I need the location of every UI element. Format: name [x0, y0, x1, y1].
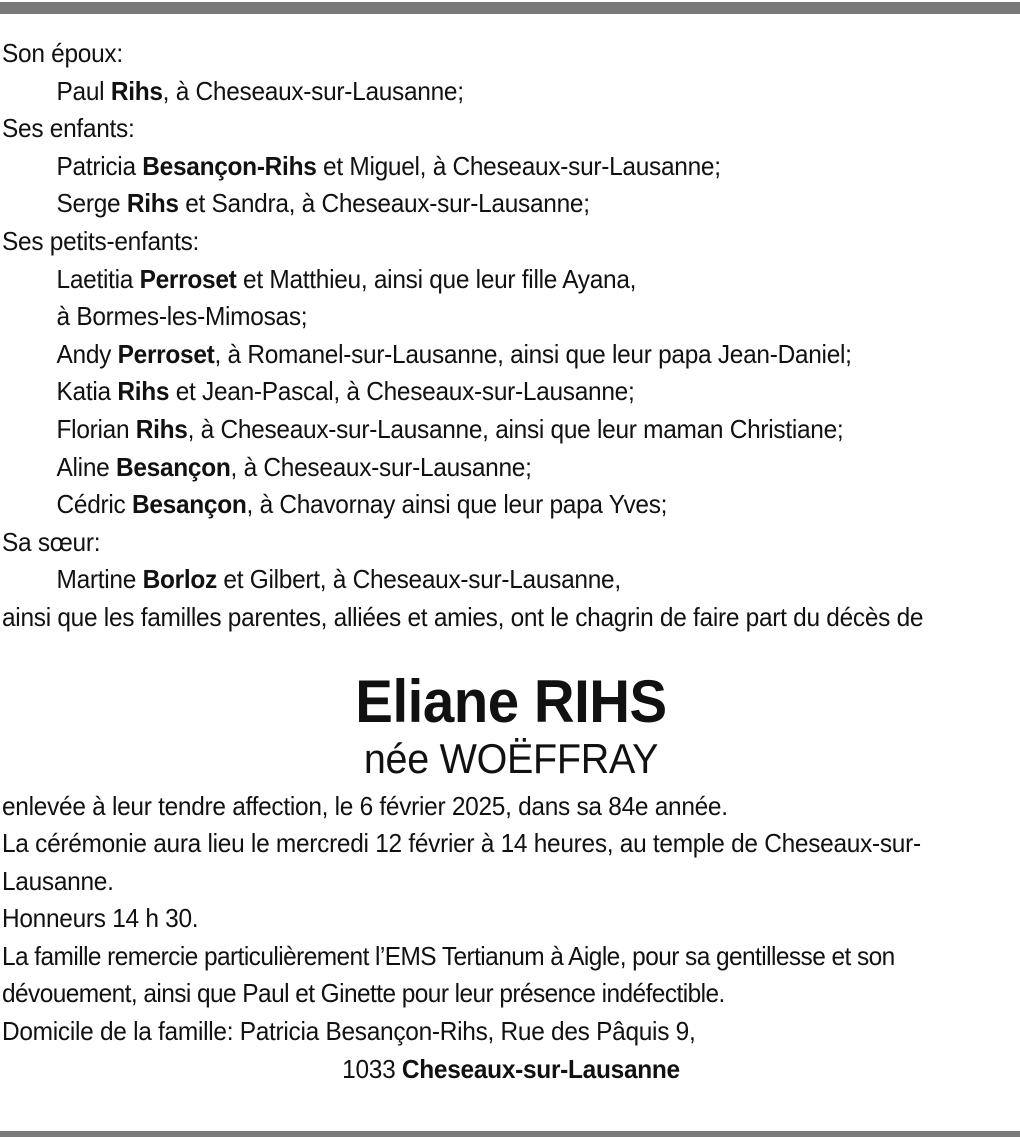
first-name: Serge	[56, 188, 121, 219]
family-member-line	[2, 336, 1020, 374]
surname: Besançon-Rihs	[142, 150, 317, 181]
sister-heading: Sa sœur:	[2, 526, 101, 557]
first-name: Cédric	[56, 489, 126, 520]
surname: Perroset	[117, 338, 215, 369]
family-member-line	[2, 486, 1020, 524]
family-member-line	[2, 449, 1020, 487]
surname: Borloz	[142, 564, 217, 595]
ceremony-text: La cérémonie aura lieu le mercredi 12 février à 14 heures, au temple de Cheseaux-sur-Lausanne.	[2, 828, 921, 896]
honours-text: Honneurs 14 h 30.	[2, 903, 199, 934]
deceased-name: Eliane RIHS	[355, 667, 667, 735]
family-member-line	[2, 561, 1020, 599]
top-rule	[0, 2, 1020, 14]
first-name: Patricia	[56, 150, 136, 181]
family-member-line	[2, 373, 1020, 411]
surname: Rihs	[117, 376, 170, 407]
surname: Besançon	[131, 489, 247, 520]
member-detail: et Gilbert, à Cheseaux-sur-Lausanne,	[216, 564, 621, 595]
member-detail: , à Chavornay ainsi que leur papa Yves;	[246, 489, 668, 520]
deceased-maiden-name: née WOËFFRAY	[363, 734, 659, 782]
first-name: Martine	[56, 564, 137, 595]
family-member-continuation: à Bormes-les-Mimosas;	[56, 301, 308, 332]
member-detail: , à Cheseaux-sur-Lausanne;	[162, 75, 464, 106]
deceased-block	[2, 667, 1020, 784]
family-member-line	[2, 185, 1020, 223]
surname: Rihs	[110, 75, 163, 106]
family-member-line	[2, 261, 1020, 299]
postcode: 1033	[342, 1053, 396, 1084]
surname: Besançon	[115, 451, 231, 482]
spouse-heading: Son époux:	[2, 38, 123, 68]
surname: Rihs	[126, 188, 179, 219]
closing-paragraph: ainsi que les familles parentes, alliées et amies, ont le chagrin de faire part du décès de	[2, 601, 924, 632]
family-member-line	[2, 73, 1020, 111]
children-heading: Ses enfants:	[2, 113, 135, 144]
surname: Rihs	[135, 413, 188, 444]
family-member-line	[2, 148, 1020, 186]
death-notice	[2, 35, 1020, 1088]
member-detail: , à Cheseaux-sur-Lausanne, ainsi que leur maman Christiane;	[187, 413, 844, 444]
family-member-line	[2, 411, 1020, 449]
first-name: Paul	[56, 75, 105, 106]
member-detail: et Sandra, à Cheseaux-sur-Lausanne;	[178, 188, 590, 219]
first-name: Florian	[56, 413, 130, 444]
bottom-rule	[0, 1131, 1020, 1137]
grandchildren-heading: Ses petits-enfants:	[2, 225, 200, 256]
town: Cheseaux-sur-Lausanne	[401, 1053, 680, 1084]
first-name: Andy	[56, 338, 112, 369]
member-detail: et Miguel, à Cheseaux-sur-Lausanne;	[316, 150, 721, 181]
thanks-text: La famille remercie particulièrement l’EMS Tertianum à Aigle, pour sa gentillesse et son dévouement, ainsi que Paul et Ginette pour leur présence indéfectible.	[2, 940, 895, 1009]
first-name: Aline	[56, 451, 110, 482]
first-name: Laetitia	[56, 263, 134, 294]
member-detail: , à Cheseaux-sur-Lausanne;	[230, 451, 532, 482]
domicile-text: Domicile de la famille: Patricia Besançon-Rihs, Rue des Pâquis 9,	[2, 1016, 696, 1047]
passing-text: enlevée à leur tendre affection, le 6 février 2025, dans sa 84e année.	[2, 790, 728, 821]
member-detail: , à Romanel-sur-Lausanne, ainsi que leur papa Jean-Daniel;	[214, 338, 852, 369]
surname: Perroset	[139, 263, 237, 294]
member-detail: et Matthieu, ainsi que leur fille Ayana,	[236, 263, 637, 294]
member-detail: et Jean-Pascal, à Cheseaux-sur-Lausanne;	[169, 376, 635, 407]
first-name: Katia	[56, 376, 111, 407]
address-line	[2, 1051, 1020, 1089]
